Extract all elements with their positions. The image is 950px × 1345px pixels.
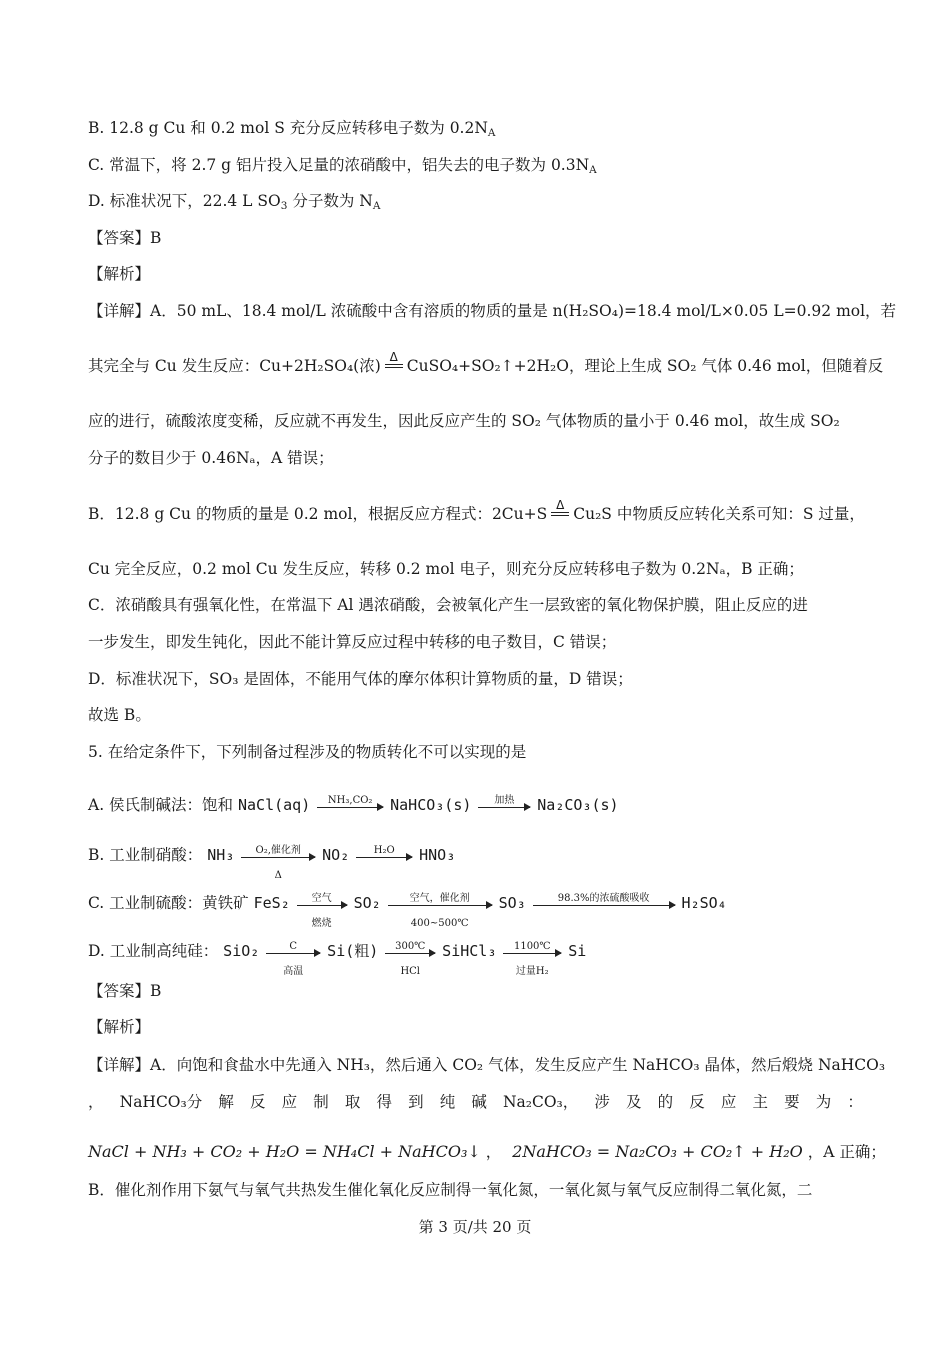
justified-token: 到 <box>408 1093 424 1111</box>
justified-token: 及 <box>626 1093 642 1111</box>
q4-detail-b-line2: Cu 完全反应，0.2 mol Cu 发生反应，转移 0.2 mol 电子，则充分反应转移电子数为 0.2Nₐ，B 正确； <box>88 560 804 578</box>
justified-token: 制 <box>313 1093 329 1111</box>
reaction-arrow: NH₃,CO₂ <box>317 805 383 808</box>
q4-detail-a-line2: 其完全与 Cu 发生反应：Cu+2H₂SO₄(浓) Δ CuSO₄+SO₂↑+2H₂O，理论上生成 SO₂ 气体 0.46 mol，但随着反 <box>88 350 884 375</box>
q4-option-c: C. 常温下，将 2.7 g 铝片投入足量的浓硝酸中，铝失去的电子数为 $0.3N_A$ <box>88 156 597 176</box>
q5-option-a: A. 侯氏制碱法：饱和 NaCl(aq) NH₃,CO₂ NaHCO₃(s) 加热 Na₂CO₃(s) <box>88 794 619 814</box>
q5-analysis-heading: 【解析】 <box>88 1018 151 1036</box>
q5-option-b: B. 工业制硝酸： NH₃ O₂,催化剂 Δ NO₂ H₂O HNO₃ <box>88 844 456 881</box>
q4-analysis-heading: 【解析】 <box>88 265 151 283</box>
equation-decomposition: 2NaHCO₃ = Na₂CO₃ + CO₂↑ + H₂O <box>512 1142 803 1161</box>
q5-option-c: C. 工业制硫酸：黄铁矿 FeS₂ 空气 燃烧 SO₂ 空气，催化剂 400~500℃ SO₃ 98.3%的浓硫酸吸收 H₂SO₄ <box>88 892 727 929</box>
reaction-arrow: 300℃ HCl <box>385 951 435 954</box>
q4-detail-a-line1: 【详解】A．50 mL、18.4 mol/L 浓硫酸中含有溶质的物质的量是 n(H₂SO₄)=18.4 mol/L×0.05 L=0.92 mol，若 <box>88 302 897 320</box>
heat-condition-symbol: Δ <box>549 507 571 523</box>
justified-token: Na₂CO₃， <box>502 1093 579 1111</box>
q5-option-d: D. 工业制高纯硅： SiO₂ C 高温 Si(粗) 300℃ HCl SiHCl₃ 1100℃ 过量H₂ Si <box>88 940 587 977</box>
q4-detail-c-line2: 一步发生，即发生钝化，因此不能计算反应过程中转移的电子数目，C 错误； <box>88 633 617 651</box>
justified-token: 为 <box>815 1093 832 1111</box>
q5-detail-a-line2 <box>88 1092 863 1112</box>
justified-token: 碱 <box>471 1093 487 1111</box>
equation-ammonia-soda: NaCl + NH₃ + CO₂ + H₂O = NH₄Cl + NaHCO₃↓ <box>88 1142 481 1161</box>
reaction-arrow: 98.3%的浓硫酸吸收 <box>533 903 675 906</box>
q4-option-d: D. 标准状况下，22.4 L $SO_3$ 分子数为 $N_A$ <box>88 192 381 212</box>
justified-token: 应 <box>281 1093 298 1111</box>
justified-token: NaHCO₃分 <box>119 1093 203 1111</box>
q4-detail-a-line4: 分子的数目少于 0.46Nₐ，A 错误； <box>88 449 334 467</box>
reaction-arrow: O₂,催化剂 Δ <box>241 855 315 858</box>
reaction-arrow: 加热 <box>478 805 530 808</box>
reaction-arrow: H₂O <box>356 855 412 858</box>
q5-detail-b-line1: B．催化剂作用下氨气与氧气共热发生催化氧化反应制得一氧化氮，一氧化氮与氧气反应制得二氧化氮，二 <box>88 1181 813 1199</box>
justified-token: 的 <box>657 1093 674 1111</box>
justified-token: 主 <box>752 1093 769 1111</box>
justified-token: 反 <box>249 1093 266 1111</box>
justified-token: 取 <box>344 1093 361 1111</box>
justified-token: 纯 <box>439 1093 456 1111</box>
q4-detail-c-line1: C．浓硝酸具有强氧化性，在常温下 Al 遇浓硝酸，会被氧化产生一层致密的氧化物保护膜，阻止反应的进 <box>88 596 808 614</box>
heat-condition-symbol: Δ <box>383 359 405 375</box>
reaction-arrow: 空气，催化剂 400~500℃ <box>388 903 492 906</box>
justified-token: ： <box>847 1093 863 1111</box>
justified-token: ， <box>88 1093 104 1111</box>
reaction-arrow: C 高温 <box>266 951 320 954</box>
q4-conclusion: 故选 B。 <box>88 706 151 724</box>
justified-token: 应 <box>720 1093 737 1111</box>
q4-answer: 【答案】B <box>88 229 162 247</box>
justified-token: 要 <box>784 1093 800 1111</box>
q5-detail-a-equations: NaCl + NH₃ + CO₂ + H₂O = NH₄Cl + NaHCO₃↓ ， 2NaHCO₃ = Na₂CO₃ + CO₂↑ + H₂O ，A 正确； <box>88 1142 886 1161</box>
q5-stem: 5. 在给定条件下，下列制备过程涉及的物质转化不可以实现的是 <box>88 743 527 761</box>
q4-detail-b-line1: B．12.8 g Cu 的物质的量是 0.2 mol，根据反应方程式：2Cu+S Δ Cu₂S 中物质反应转化关系可知：S 过量， <box>88 498 865 523</box>
reaction-arrow: 空气 燃烧 <box>297 903 347 906</box>
q4-detail-d: D．标准状况下，SO₃ 是固体，不能用气体的摩尔体积计算物质的量，D 错误； <box>88 670 633 688</box>
justified-token: 反 <box>689 1093 705 1111</box>
q5-answer: 【答案】B <box>88 982 162 1000</box>
justified-token: 得 <box>376 1093 392 1111</box>
q5-detail-a-line1: 【详解】A．向饱和食盐水中先通入 NH₃，然后通入 CO₂ 气体，发生反应产生 NaHCO₃ 晶体，然后煅烧 NaHCO₃ <box>88 1056 886 1074</box>
justified-token: 解 <box>218 1093 234 1111</box>
justified-token: 涉 <box>594 1093 610 1111</box>
q4-detail-a-line3: 应的进行，硫酸浓度变稀，反应就不再发生，因此反应产生的 SO₂ 气体物质的量小于 0.46 mol，故生成 SO₂ <box>88 412 840 430</box>
reaction-arrow: 1100℃ 过量H₂ <box>503 951 561 954</box>
q4-option-b: B. 12.8 g Cu 和 0.2 mol S 充分反应转移电子数为 $0.2N_A$ <box>88 119 496 139</box>
page-footer: 第 3 页/共 20 页 <box>418 1218 532 1236</box>
